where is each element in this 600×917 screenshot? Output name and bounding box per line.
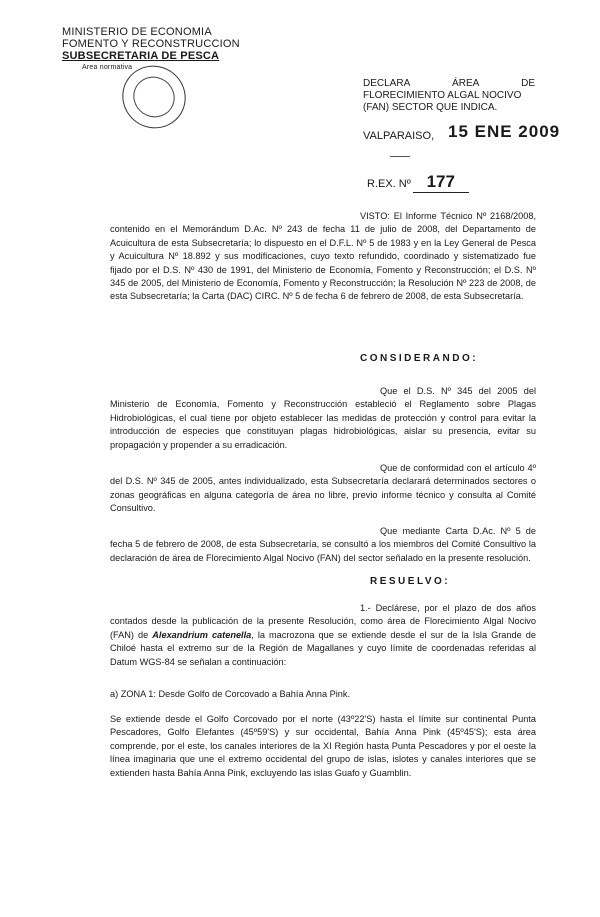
resuelvo-heading-wrap — [110, 575, 536, 588]
place: VALPARAISO, — [363, 130, 435, 142]
title-line-3: (FAN) SECTOR QUE INDICA. — [363, 102, 498, 113]
title-line-1: DECLARA ÁREA DE — [363, 78, 535, 89]
considerando-heading-wrap — [110, 352, 536, 365]
resolution-number — [367, 172, 469, 193]
initials-mark — [390, 150, 410, 157]
resuelvo-p1-wrap — [110, 602, 536, 669]
considerando-heading: CONSIDERANDO: — [360, 353, 479, 364]
ministry-line: MINISTERIO DE ECONOMIA — [62, 26, 212, 38]
rex-label: R.EX. Nº — [367, 178, 411, 190]
considerando-p2-wrap — [110, 462, 536, 516]
resuelvo-p1-end: , la macrozona que se extiende desde el sur de la Isla Grande de Chiloé hasta el extremo sur de la Región de Magallanes y cuyo límite de coordenadas referidas al Datum WGS-84 se señalan a continuación: — [110, 629, 536, 667]
considerando-p1-wrap — [110, 385, 536, 452]
visto-paragraph: VISTO: El Informe Técnico Nº 2168/2008, contenido en el Memorándum D.Ac. Nº 243 de fecha 11 de julio de 2008, del Departamento de Acuicultura de esta Subsecretaría; lo dispuesto en el D.F.L. Nº 5 de 1983 y en la Ley General de Pesca y Acuicultura Nº 18.892 y sus modificaciones, cuyo texto refundido, coordinado y sistematizado fue fijado por el D.S. Nº 430 de 1991, del Ministerio de Economía, Fomento y Reconstrucción; el D.S. Nº 345 de 2005, del Ministerio de Economía, Fomento y Reconstrucción; la Resolución Nº 223 de 2008, de esta Subsecretaría; la Carta (DAC) CIRC. Nº 5 de fecha 6 de febrero de 2008, de esta Subsecretaría. — [110, 211, 536, 302]
resuelvo-p1-start: 1.- Declárese, por el plazo de dos años contados desde la publicación de la presente Resolución, como área de Florecimiento Algal Nocivo (FAN) de — [110, 603, 536, 640]
species-name: Alexandrium catenella — [152, 629, 252, 640]
resuelvo-heading: RESUELVO: — [370, 576, 451, 587]
subsecretaria-line: SUBSECRETARIA DE PESCA — [62, 50, 220, 62]
zona-description: Se extiende desde el Golfo Corcovado por el norte (43º22'S) hasta el límite sur continental Punta Pescadores, Golfo Elefantes (45º59'S) y sur occidental, Bahía Anna Pink (45º45'S); esta área comprende, por el este, los canales interiores de la XI Región hasta Punta Pescadores y por el oeste la línea imaginaria que une el extremo occidental del grupo de islas, islotes y canales interiores que se extienden hasta Bahía Anna Pink, excluyendo las islas Guafo y Guamblin. — [110, 714, 536, 778]
zona-text-wrap — [110, 713, 536, 780]
considerando-paragraph-3: Que mediante Carta D.Ac. Nº 5 de fecha 5 de febrero de 2008, de esta Subsecretaría, se consultó a los miembros del Comité Consultivo la declaración de área de Florecimiento Algal Nocivo (FAN) del sector señalado en la presente resolución. — [110, 526, 536, 563]
zona-heading: a) ZONA 1: Desde Golfo de Corcovado a Bahía Anna Pink. — [110, 689, 351, 699]
date-stamp: 15 ENE 2009 — [448, 122, 561, 141]
rex-number: 177 — [413, 172, 469, 193]
visto-section — [110, 210, 536, 304]
considerando-paragraph-2: Que de conformidad con el artículo 4º del D.S. Nº 345 de 2005, antes individualizado, esta Subsecretaría declarará determinados sectores o zonas geográficas en alguna categoría de área no libre, previo informe técnico y consulta al Comité Consultivo. — [110, 463, 536, 514]
resolution-title — [363, 78, 535, 114]
title-line-2: FLORECIMIENTO ALGAL NOCIVO — [363, 90, 522, 101]
area-line: Area normativa — [82, 64, 133, 71]
resuelvo-paragraph-1 — [110, 602, 536, 669]
ministry-line-2: FOMENTO Y RECONSTRUCCION — [62, 38, 240, 50]
considerando-p3-wrap — [110, 525, 536, 565]
zona-heading-wrap — [110, 688, 536, 701]
considerando-paragraph-1: Que el D.S. Nº 345 del 2005 del Ministerio de Economía, Fomento y Reconstrucción estableció el Reglamento sobre Plagas Hidrobiológicas, el cual tiene por objeto establecer las medidas de protección y control para evitar la introducción de especies que constituyan plagas hidrobiológicas, aislar su presencia, evitar su propagación y propender a su erradicación. — [110, 386, 536, 450]
